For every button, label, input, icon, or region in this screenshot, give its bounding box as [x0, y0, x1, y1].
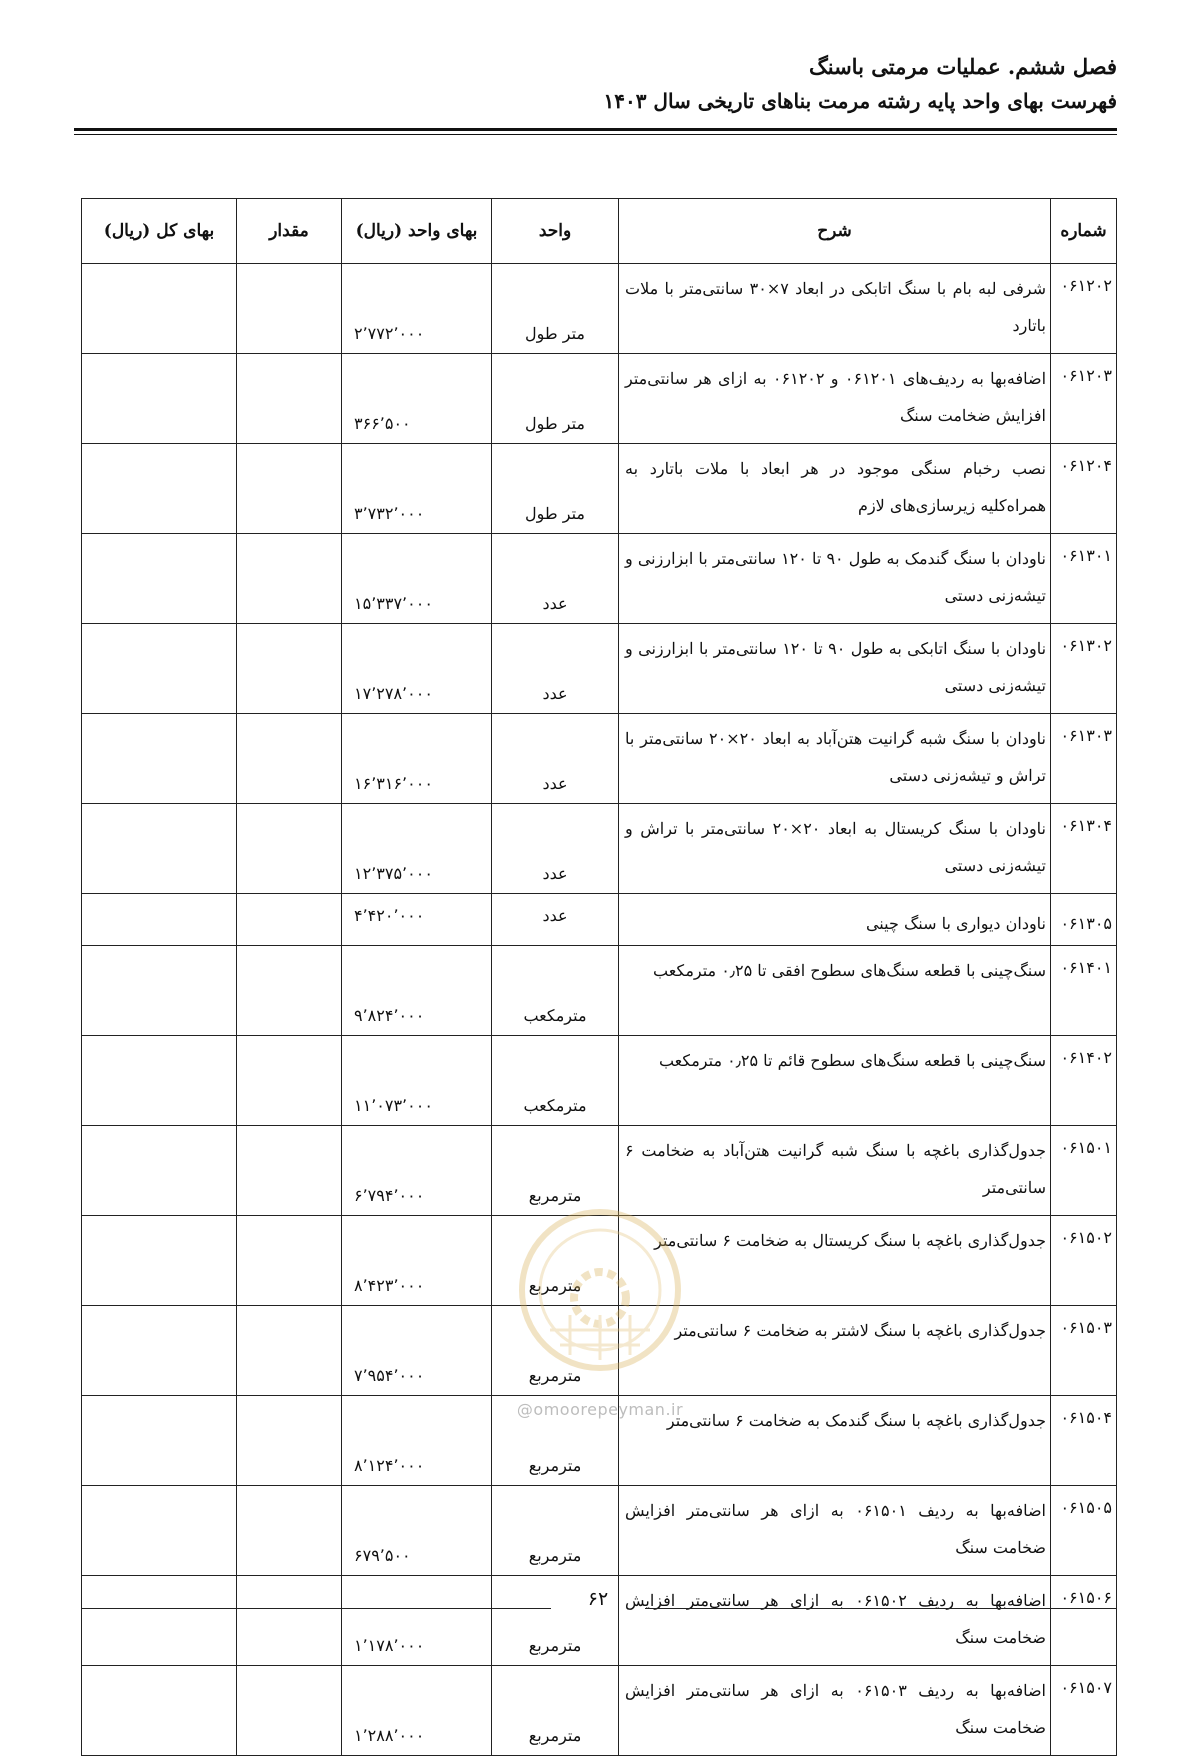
item-description: اضافه‌بها به ردیف‌های ۰۶۱۲۰۱ و ۰۶۱۲۰۲ به ازای هر سانتی‌متر افزایش ضخامت سنگ — [619, 354, 1051, 444]
item-description: جدول‌گذاری باغچه با سنگ شبه گرانیت هتن‌آباد به ضخامت ۶ سانتی‌متر — [619, 1126, 1051, 1216]
column-header-total-price: بهای کل (ریال) — [82, 199, 237, 264]
page-header — [74, 50, 1117, 118]
item-unit: عدد — [492, 894, 619, 946]
item-unit-price: ۱۱٬۰۷۳٬۰۰۰ — [342, 1036, 492, 1126]
item-description: سنگ‌چینی با قطعه سنگ‌های سطوح افقی تا ۰٫۲۵ مترمکعب — [619, 946, 1051, 1036]
item-code: ۰۶۱۵۰۳ — [1051, 1306, 1117, 1396]
header-rule-thick — [74, 128, 1117, 131]
item-total-price — [82, 1126, 237, 1216]
item-unit-price: ۹٬۸۲۴٬۰۰۰ — [342, 946, 492, 1036]
item-total-price — [82, 1036, 237, 1126]
item-unit-price: ۱۷٬۲۷۸٬۰۰۰ — [342, 624, 492, 714]
item-unit-price: ۳۶۶٬۵۰۰ — [342, 354, 492, 444]
item-unit: متر طول — [492, 354, 619, 444]
item-total-price — [82, 534, 237, 624]
item-description: جدول‌گذاری باغچه با سنگ گندمک به ضخامت ۶ سانتی‌متر — [619, 1396, 1051, 1486]
item-quantity — [237, 714, 342, 804]
item-unit-price: ۱۵٬۳۳۷٬۰۰۰ — [342, 534, 492, 624]
item-unit: مترمربع — [492, 1396, 619, 1486]
page-number: ۶۲ — [587, 1588, 609, 1610]
item-quantity — [237, 264, 342, 354]
item-description: ناودان با سنگ کریستال به ابعاد ۲۰×۲۰ سانتی‌متر با تراش و تیشه‌زنی دستی — [619, 804, 1051, 894]
item-description: جدول‌گذاری باغچه با سنگ کریستال به ضخامت ۶ سانتی‌متر — [619, 1216, 1051, 1306]
item-total-price — [82, 1306, 237, 1396]
item-quantity — [237, 1216, 342, 1306]
item-code: ۰۶۱۵۰۷ — [1051, 1666, 1117, 1756]
item-unit-price: ۶۷۹٬۵۰۰ — [342, 1486, 492, 1576]
item-quantity — [237, 1396, 342, 1486]
header-rule-thin — [74, 134, 1117, 135]
item-unit-price: ۳٬۷۳۲٬۰۰۰ — [342, 444, 492, 534]
item-quantity — [237, 534, 342, 624]
item-unit-price: ۸٬۴۲۳٬۰۰۰ — [342, 1216, 492, 1306]
item-unit: متر طول — [492, 264, 619, 354]
item-total-price — [82, 714, 237, 804]
item-code: ۰۶۱۳۰۴ — [1051, 804, 1117, 894]
item-description: سنگ‌چینی با قطعه سنگ‌های سطوح قائم تا ۰٫۲۵ مترمکعب — [619, 1036, 1051, 1126]
watermark-text: @omoorepeyman.ir — [516, 1400, 684, 1419]
table-row — [82, 946, 1117, 1036]
item-unit: مترمربع — [492, 1666, 619, 1756]
item-quantity — [237, 804, 342, 894]
item-total-price — [82, 1216, 237, 1306]
item-code: ۰۶۱۳۰۳ — [1051, 714, 1117, 804]
item-description: اضافه‌بها به ردیف ۰۶۱۵۰۱ به ازای هر سانتی‌متر افزایش ضخامت سنگ — [619, 1486, 1051, 1576]
item-total-price — [82, 264, 237, 354]
item-description: شرفی لبه بام با سنگ اتابکی در ابعاد ۷×۳۰ سانتی‌متر با ملات باتارد — [619, 264, 1051, 354]
table-row — [82, 1666, 1117, 1756]
item-total-price — [82, 1666, 237, 1756]
item-description: ناودان دیواری با سنگ چینی — [619, 894, 1051, 946]
item-total-price — [82, 1396, 237, 1486]
item-description: ناودان با سنگ گندمک به طول ۹۰ تا ۱۲۰ سانتی‌متر با ابزارزنی و تیشه‌زنی دستی — [619, 534, 1051, 624]
item-code: ۰۶۱۳۰۵ — [1051, 894, 1117, 946]
item-total-price — [82, 946, 237, 1036]
item-code: ۰۶۱۴۰۱ — [1051, 946, 1117, 1036]
item-unit-price: ۱۲٬۳۷۵٬۰۰۰ — [342, 804, 492, 894]
item-unit-price: ۱۶٬۳۱۶٬۰۰۰ — [342, 714, 492, 804]
item-quantity — [237, 624, 342, 714]
item-unit: عدد — [492, 624, 619, 714]
column-header-unit-price: بهای واحد (ریال) — [342, 199, 492, 264]
item-quantity — [237, 1576, 342, 1666]
item-unit: مترمربع — [492, 1126, 619, 1216]
item-unit-price: ۶٬۷۹۴٬۰۰۰ — [342, 1126, 492, 1216]
item-description: ناودان با سنگ شبه گرانیت هتن‌آباد به ابعاد ۲۰×۲۰ سانتی‌متر با تراش و تیشه‌زنی دستی — [619, 714, 1051, 804]
item-unit-price: ۸٬۱۲۴٬۰۰۰ — [342, 1396, 492, 1486]
footer-rule-left — [81, 1608, 551, 1609]
item-total-price — [82, 354, 237, 444]
item-code: ۰۶۱۲۰۲ — [1051, 264, 1117, 354]
item-unit: مترمربع — [492, 1216, 619, 1306]
item-quantity — [237, 1126, 342, 1216]
table-row — [82, 264, 1117, 354]
item-total-price — [82, 624, 237, 714]
item-code: ۰۶۱۵۰۴ — [1051, 1396, 1117, 1486]
chapter-title: فصل ششم. عملیات مرمتی باسنگ — [808, 54, 1117, 79]
item-code: ۰۶۱۳۰۱ — [1051, 534, 1117, 624]
item-quantity — [237, 1306, 342, 1396]
table-row — [82, 804, 1117, 894]
item-code: ۰۶۱۲۰۴ — [1051, 444, 1117, 534]
item-code: ۰۶۱۲۰۳ — [1051, 354, 1117, 444]
item-unit: مترمکعب — [492, 1036, 619, 1126]
table-row — [82, 894, 1117, 946]
item-code: ۰۶۱۵۰۵ — [1051, 1486, 1117, 1576]
item-total-price — [82, 804, 237, 894]
item-total-price — [82, 894, 237, 946]
table-header-row — [82, 199, 1117, 264]
item-description: ناودان با سنگ اتابکی به طول ۹۰ تا ۱۲۰ سانتی‌متر با ابزارزنی و تیشه‌زنی دستی — [619, 624, 1051, 714]
item-total-price — [82, 1486, 237, 1576]
column-header-quantity: مقدار — [237, 199, 342, 264]
item-description: جدول‌گذاری باغچه با سنگ لاشتر به ضخامت ۶ سانتی‌متر — [619, 1306, 1051, 1396]
item-unit: عدد — [492, 804, 619, 894]
item-quantity — [237, 946, 342, 1036]
item-unit: عدد — [492, 534, 619, 624]
price-table — [81, 198, 1117, 1756]
item-unit: مترمربع — [492, 1306, 619, 1396]
document-subtitle: فهرست بهای واحد پایه رشته مرمت بناهای تاریخی سال ۱۴۰۳ — [603, 89, 1117, 113]
item-unit-price: ۷٬۹۵۴٬۰۰۰ — [342, 1306, 492, 1396]
item-quantity — [237, 354, 342, 444]
item-quantity — [237, 894, 342, 946]
item-unit: متر طول — [492, 444, 619, 534]
item-total-price — [82, 1576, 237, 1666]
column-header-description: شرح — [619, 199, 1051, 264]
item-unit-price: ۲٬۷۷۲٬۰۰۰ — [342, 264, 492, 354]
item-unit-price: ۴٬۴۲۰٬۰۰۰ — [342, 894, 492, 946]
table-row — [82, 714, 1117, 804]
item-unit-price: ۱٬۱۷۸٬۰۰۰ — [342, 1576, 492, 1666]
item-unit: مترمربع — [492, 1576, 619, 1666]
item-quantity — [237, 1036, 342, 1126]
table-row — [82, 1036, 1117, 1126]
column-header-code: شماره — [1051, 199, 1117, 264]
item-code: ۰۶۱۵۰۶ — [1051, 1576, 1117, 1666]
column-header-unit: واحد — [492, 199, 619, 264]
item-unit-price: ۱٬۲۸۸٬۰۰۰ — [342, 1666, 492, 1756]
table-row — [82, 354, 1117, 444]
watermark-logo — [500, 1180, 700, 1400]
item-quantity — [237, 1486, 342, 1576]
item-unit: عدد — [492, 714, 619, 804]
item-total-price — [82, 444, 237, 534]
item-quantity — [237, 1666, 342, 1756]
table-row — [82, 534, 1117, 624]
item-code: ۰۶۱۳۰۲ — [1051, 624, 1117, 714]
table-row — [82, 444, 1117, 534]
item-quantity — [237, 444, 342, 534]
item-description: نصب رخبام سنگی موجود در هر ابعاد با ملات باتارد به همراه‌کلیه زیرسازی‌های لازم — [619, 444, 1051, 534]
item-unit: مترمکعب — [492, 946, 619, 1036]
item-unit: مترمربع — [492, 1486, 619, 1576]
item-code: ۰۶۱۵۰۱ — [1051, 1126, 1117, 1216]
item-description: اضافه‌بها به ردیف ۰۶۱۵۰۲ به ازای هر سانتی‌متر افزایش ضخامت سنگ — [619, 1576, 1051, 1666]
table-row — [82, 624, 1117, 714]
item-code: ۰۶۱۵۰۲ — [1051, 1216, 1117, 1306]
footer-rule-right — [645, 1608, 1116, 1609]
item-description: اضافه‌بها به ردیف ۰۶۱۵۰۳ به ازای هر سانتی‌متر افزایش ضخامت سنگ — [619, 1666, 1051, 1756]
table-row — [82, 1486, 1117, 1576]
item-code: ۰۶۱۴۰۲ — [1051, 1036, 1117, 1126]
